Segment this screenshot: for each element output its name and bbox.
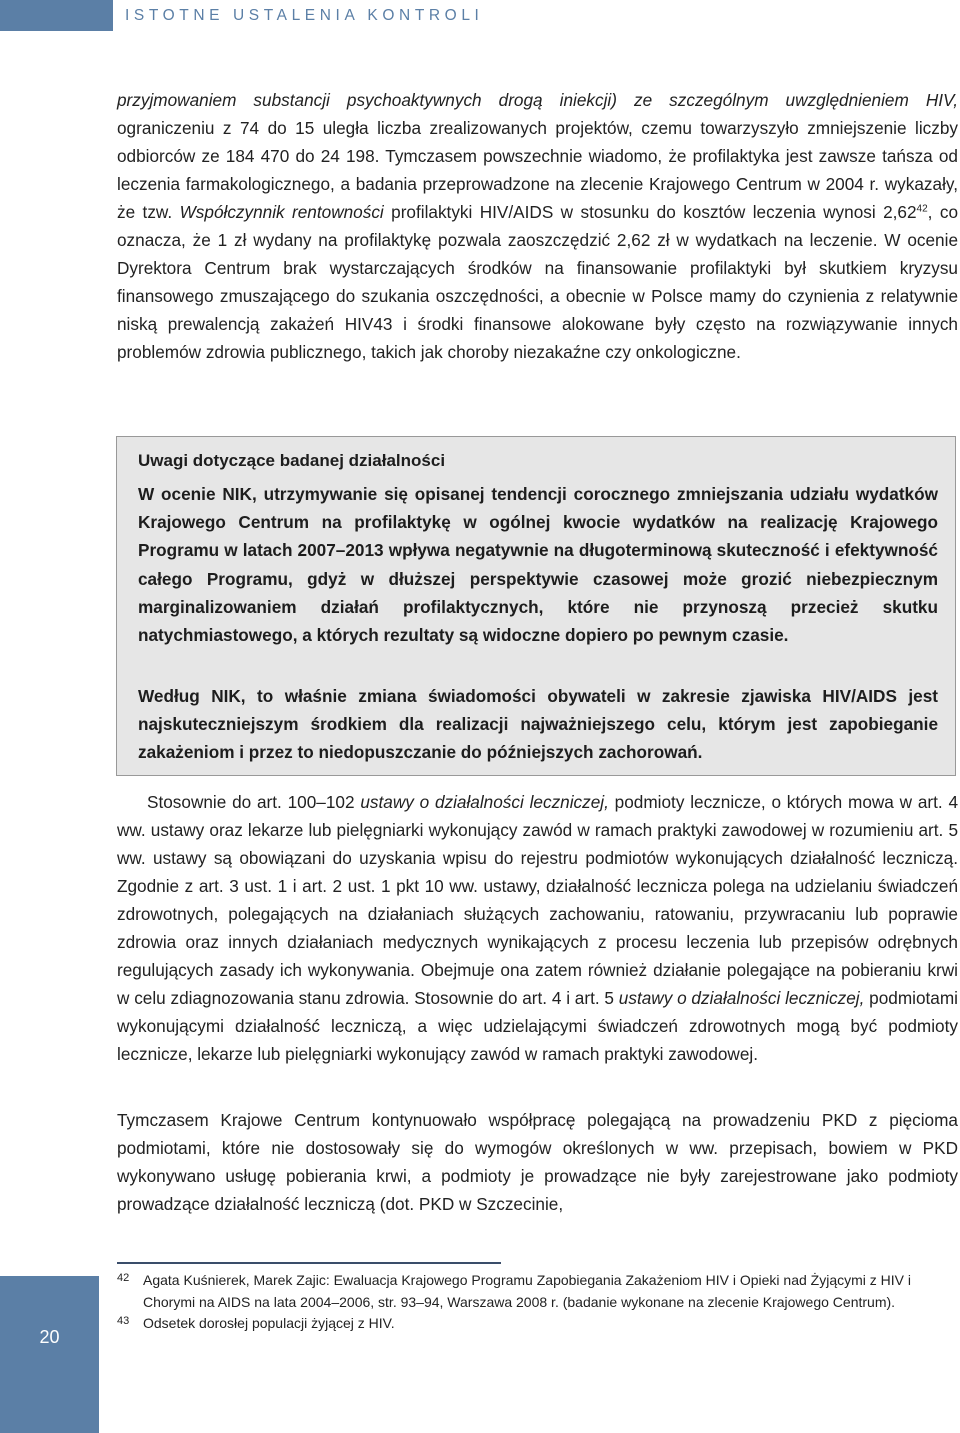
section-header-title: ISTOTNE USTALENIA KONTROLI [125, 7, 484, 24]
box-paragraph-2: Według NIK, to właśnie zmiana świadomości obywateli w zakresie zjawiska HIV/AIDS jest najskuteczniejszym środkiem dla realizacji najważniejszego celu, którym jest zapobieganie zakażeniom i przez to niedopuszczanie do późniejszych zachorowań. [138, 686, 938, 763]
paragraph-text: ograniczeniu z 74 do 15 uległa liczba zrealizowanych projektów, czemu towarzyszyło zmniejszenie liczby odbiorców ze 184 470 do 24 198. Tymczasem powszechnie wiadomo, że profilaktyka jest zawsze tańsza od leczenia farmakologicznego, a badania przeprowadzone na zlecenie Krajowego Centrum w 2004 r. wykazały, że tzw. [117, 118, 958, 222]
footnote-number: 43 [117, 1315, 130, 1327]
body-paragraph-3: Tymczasem Krajowe Centrum kontynuowało współpracę polegającą na prowadzeniu PKD z pięcioma podmiotami, które nie dostosowały się do wymogów określonych w ww. przepisach, bowiem w PKD wykonywano usługę pobierania krwi, a podmioty je prowadzące nie były zarejestrowane jako podmioty prowadzące działalność leczniczą (dot. PKD w Szczecinie, [117, 1110, 958, 1214]
paragraph-text: , co oznacza, że 1 zł wydany na profilaktykę pozwala zaoszczędzić 2,62 zł w wydatkach na leczenie. W ocenie Dyrektora Centrum brak wystarczających środków na finansowanie profilaktyki był skutkiem kryzysu finansowego zmuszającego do szukania oszczędności, a obecnie w Polsce mamy do czynienia z relatywnie niską prewalencją zakażeń HIV43 i środki finansowe alokowane były często na rozwiązywanie innych problemów zdrowia publicznego, takich jak choroby niezakaźne czy onkologiczne. [117, 202, 958, 362]
footnote-text: Odsetek dorosłej populacji żyjącej z HIV. [143, 1315, 395, 1331]
page-number-tab [0, 1276, 99, 1433]
paragraph-italic-act: ustawy o działalności leczniczej, [618, 988, 865, 1008]
page-number: 20 [39, 1327, 60, 1347]
footnote-divider [117, 1262, 501, 1264]
footnote-number: 42 [117, 1272, 130, 1284]
paragraph-text: Stosownie do art. 100–102 [147, 792, 361, 812]
paragraph-text: podmiotami wykonującymi działalność leczniczą, a więc udzielającymi świadczeń zdrowotnych mogą być podmioty lecznicze, lekarze lub pielęgniarki wykonujący zawód w ramach praktyki zawodowej. [117, 988, 958, 1064]
paragraph-italic-intro: przyjmowaniem substancji psychoaktywnych drogą iniekcji) ze szczególnym uwzględnieniem HIV, [117, 90, 958, 110]
paragraph-text: profilaktyki HIV/AIDS w stosunku do kosztów leczenia wynosi 2,62 [383, 202, 917, 222]
findings-box [116, 436, 956, 776]
header-color-block [0, 0, 113, 31]
box-paragraph-1: W ocenie NIK, utrzymywanie się opisanej tendencji corocznego zmniejszania udziału wydatków Krajowego Centrum na profilaktykę w ogólnej kwocie wydatków na realizację Krajowego Programu w latach 2007–2013 wpływa negatywnie na długoterminową skuteczność i efektywność całego Programu, gdyż w dłuższej perspektywie czasowej może grozić niebezpiecznym marginalizowaniem działań profilaktycznych, które nie przynoszą przecież skutku natychmiastowego, a których rezultaty są widoczne dopiero po pewnym czasie. [138, 484, 938, 646]
body-paragraph-2 [117, 788, 958, 1068]
footnote-text: Agata Kuśnierek, Marek Zajic: Ewaluacja Krajowego Programu Zapobiegania Zakażeniom HIV i Opieki nad Żyjącymi z HIV i Chorymi na AIDS na lata 2004–2006, str. 93–94, Warszawa 2008 r. (badanie wykonane na zlecenie Krajowego Centrum). [143, 1272, 912, 1310]
paragraph-italic-act: ustawy o działalności leczniczej, [360, 792, 609, 812]
footnote-reference[interactable]: 42 [916, 203, 928, 215]
box-title: Uwagi dotyczące badanej działalności [138, 451, 446, 470]
body-paragraph-1 [117, 86, 958, 366]
paragraph-text: podmioty lecznicze, o których mowa w art. 4 ww. ustawy oraz lekarze lub pielęgniarki wykonujący zawód w ramach praktyki zawodowej w rozumieniu art. 5 ww. ustawy są obowiązani do uzyskania wpisu do rejestru podmiotów wykonujących działalność leczniczą. Zgodnie z art. 3 ust. 1 i art. 2 ust. 1 pkt 10 ww. ustawy, działalność lecznicza polega na udzielaniu świadczeń zdrowotnych, polegających na działaniach służących zachowaniu, ratowaniu, przywracaniu lub poprawie zdrowia oraz innych działaniach medycznych wynikających z procesu leczenia lub przepisów odrębnych regulujących zasady ich wykonywania. Obejmuje ona zatem również działanie polegające na pobieraniu krwi w celu zdiagnozowania stanu zdrowia. Stosownie do art. 4 i art. 5 [117, 792, 959, 1008]
paragraph-italic-term: Współczynnik rentowności [179, 202, 384, 222]
